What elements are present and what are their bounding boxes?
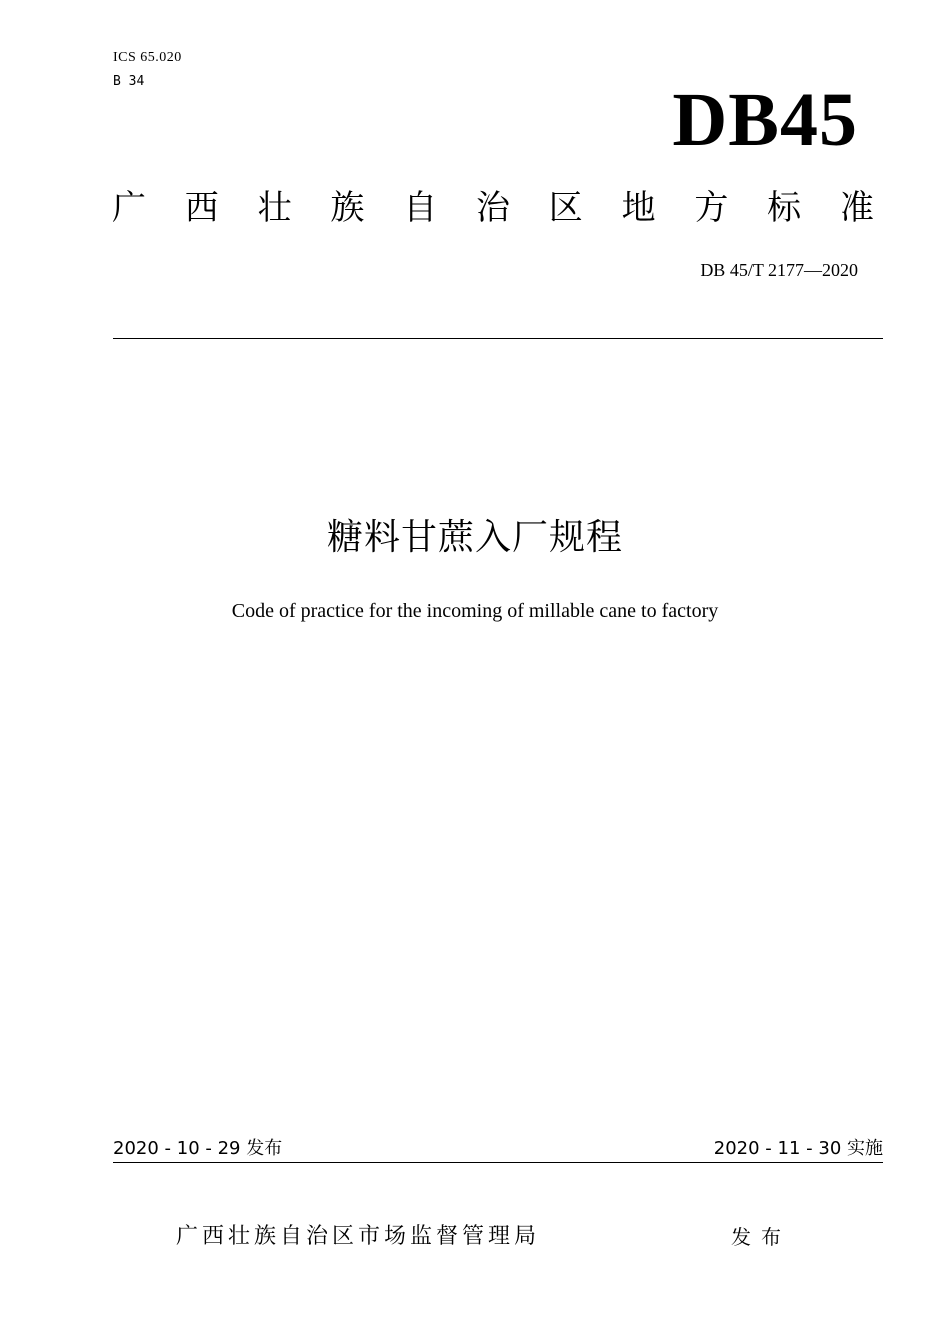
standard-type-char: 治 [475,188,510,228]
issuing-authority: 广西壮族自治区市场监督管理局 [176,1224,541,1249]
standard-type-char: 地 [621,188,656,228]
standard-type-char: 区 [548,188,583,228]
standard-type-char: 准 [839,188,874,228]
issued-label: 发布 [731,1225,791,1249]
implementation-date: 2020 - 11 - 30 实施 [713,1138,883,1159]
header-divider [113,338,883,339]
ccs-code: B 34 [113,74,145,89]
document-title-zh: 糖料甘蔗入厂规程 [326,517,623,558]
footer-divider [113,1162,883,1163]
standard-type-char: 族 [330,188,365,228]
standard-type-char: 标 [767,188,802,228]
document-title-en: Code of practice for the incoming of millable cane to factory [231,600,719,622]
ics-code: ICS 65.020 [113,50,182,65]
standard-logo: DB45 [672,78,858,162]
standard-type-char: 自 [403,188,438,228]
standard-type-title [112,186,874,230]
standard-type-char: 西 [184,188,219,228]
standard-type-char: 壮 [257,188,292,228]
standard-type-char: 方 [694,188,729,228]
standard-number: DB 45/T 2177—2020 [700,260,858,280]
standard-type-char: 广 [112,188,146,228]
issue-date: 2020 - 10 - 29 发布 [113,1138,283,1159]
